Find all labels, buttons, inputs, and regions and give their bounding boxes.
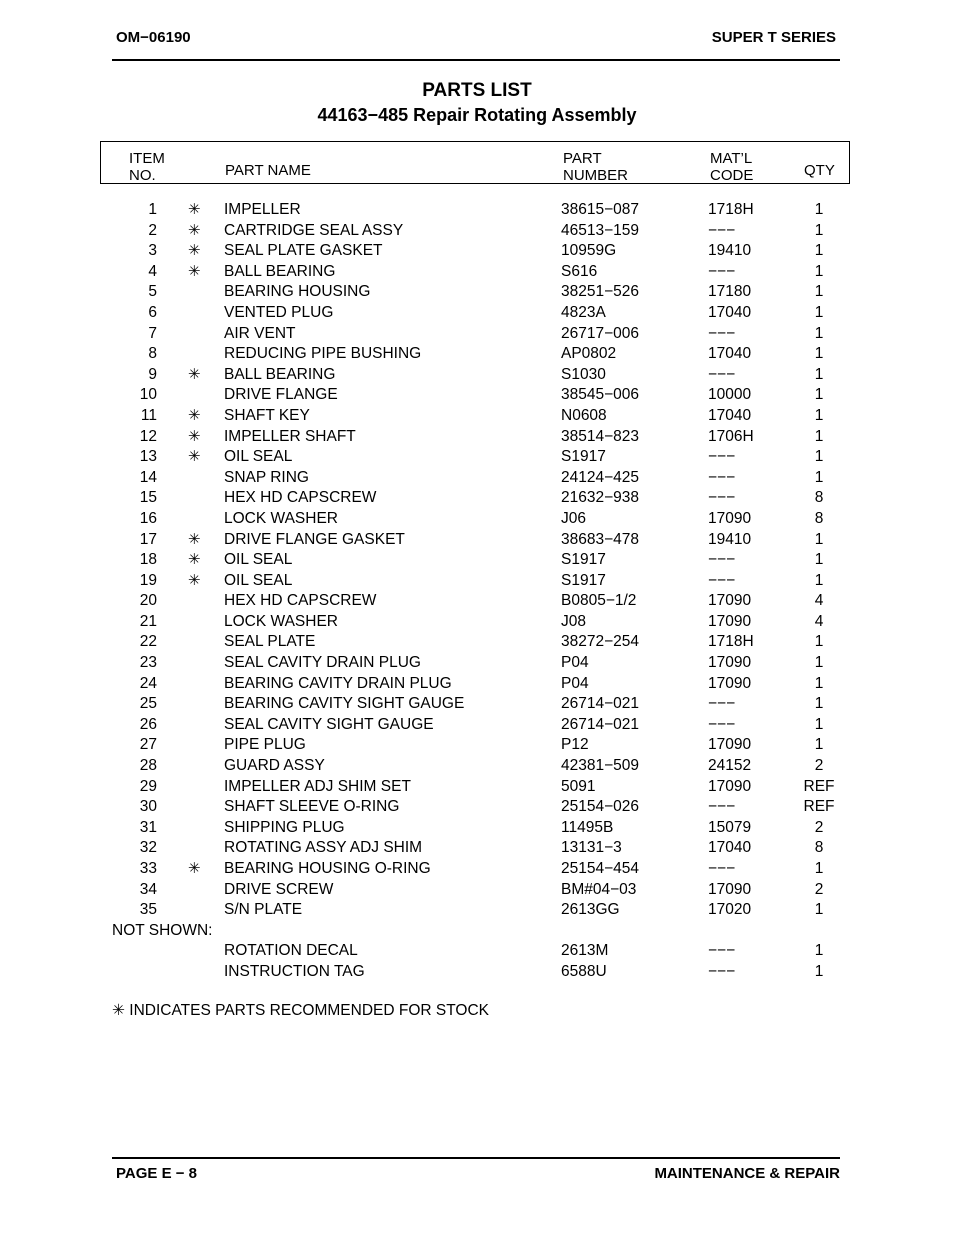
table-row [0,241,954,262]
part-number-cell: 24124−425 [561,468,640,486]
part-name-cell: BEARING CAVITY SIGHT GAUGE [224,695,465,713]
footer-rule [112,1157,840,1159]
document-number: OM−06190 [116,29,191,46]
quantity-cell: 1 [814,386,824,404]
quantity-cell: 1 [814,860,824,877]
item-number-cell: 23 [139,654,157,672]
table-row [0,859,954,880]
part-name-cell: BEARING HOUSING [224,283,371,301]
part-number-cell: B0805−1/2 [561,592,637,610]
column-header-mat-code-line1: MAT’L [710,150,753,167]
material-code-cell: 24152 [708,757,752,775]
table-row [0,612,954,633]
quantity-cell: 8 [814,839,824,857]
quantity-cell: 1 [814,736,824,754]
part-number-cell: BM#04−03 [561,880,637,898]
table-row [0,344,954,365]
part-name-cell: IMPELLER [224,201,301,218]
column-header-part-name: PART NAME [225,162,311,179]
stock-marker-icon: ✳ [188,365,201,383]
part-name-cell: SHAFT KEY [224,406,310,424]
column-header-part-number [563,150,628,184]
part-name-cell: SEAL CAVITY SIGHT GAUGE [224,715,434,733]
part-number-cell: 25154−026 [561,798,640,816]
part-name-cell: SHIPPING PLUG [224,818,345,836]
item-number-cell: 20 [139,592,157,610]
quantity-cell: 1 [814,303,824,321]
part-number-cell: S1917 [561,448,606,466]
column-header-item-line2: NO. [129,167,156,184]
part-name-cell: IMPELLER ADJ SHIM SET [224,777,411,795]
part-name-cell: ROTATING ASSY ADJ SHIM [224,839,423,857]
quantity-cell: 8 [814,489,824,507]
column-header-item-line1: ITEM [129,150,165,167]
material-code-cell: −−− [708,262,736,280]
table-row [0,406,954,427]
part-number-cell: 4823A [561,303,606,321]
material-code-cell: 15079 [708,818,752,836]
part-number-cell: N0608 [561,406,607,424]
column-header-part-number-line2: NUMBER [563,167,629,184]
table-row [0,880,954,901]
part-name-cell: REDUCING PIPE BUSHING [224,345,422,363]
column-header-part-number-line1: PART [563,150,602,167]
item-number-cell: 16 [139,509,157,527]
quantity-cell: 4 [814,612,824,630]
table-row [0,509,954,530]
table-row [0,447,954,468]
table-row [0,591,954,612]
material-code-cell: −−− [708,324,736,342]
material-code-cell: −−− [708,551,736,569]
part-name-cell: IMPELLER SHAFT [224,427,356,445]
quantity-cell: 1 [814,221,824,239]
part-name-cell: INSTRUCTION TAG [224,962,365,980]
part-number-cell: 2613GG [561,901,620,919]
quantity-cell: 1 [814,406,824,424]
part-number-cell: P04 [561,654,589,672]
material-code-cell: 17090 [708,592,752,610]
part-name-cell: OIL SEAL [224,551,293,569]
part-number-cell: S616 [561,262,598,280]
table-row [0,550,954,571]
material-code-cell: 17040 [708,406,752,424]
quantity-cell: 1 [814,674,824,692]
part-number-cell: 42381−509 [561,757,640,775]
part-number-cell: 2613M [561,942,609,960]
quantity-cell: 1 [814,345,824,363]
item-number-cell: 2 [148,221,157,239]
part-name-cell: SEAL PLATE GASKET [224,242,383,260]
item-number-cell: 34 [139,880,157,898]
item-number-cell: 6 [148,303,157,321]
quantity-cell: REF [803,798,835,816]
part-name-cell: AIR VENT [224,324,296,342]
item-number-cell: 15 [139,489,157,507]
quantity-cell: 1 [814,654,824,672]
header-rule [112,59,840,61]
part-number-cell: J08 [561,612,586,630]
stock-marker-icon: ✳ [188,860,201,877]
material-code-cell: 17180 [708,283,752,301]
table-row [0,818,954,839]
table-row [0,962,954,983]
quantity-cell: 2 [814,757,824,775]
material-code-cell: −−− [708,962,736,980]
stock-marker-icon: ✳ [188,406,201,424]
stock-marker-icon: ✳ [188,427,201,445]
material-code-cell: −−− [708,365,736,383]
item-number-cell: 24 [139,674,157,692]
quantity-cell: 2 [814,880,824,898]
part-number-cell: 5091 [561,777,596,795]
part-name-cell: LOCK WASHER [224,612,338,630]
material-code-cell: −−− [708,860,736,877]
table-row [0,427,954,448]
quantity-cell: 1 [814,571,824,589]
material-code-cell: −−− [708,448,736,466]
part-name-cell: BEARING CAVITY DRAIN PLUG [224,674,452,692]
part-name-cell: S/N PLATE [224,901,303,919]
table-row [0,468,954,489]
column-header-mat-code-line2: CODE [710,167,754,184]
material-code-cell: 19410 [708,242,752,260]
part-name-cell: HEX HD CAPSCREW [224,592,377,610]
table-row [0,735,954,756]
table-row [0,777,954,798]
table-row [0,941,954,962]
item-number-cell: 3 [148,242,157,260]
quantity-cell: 1 [814,468,824,486]
stock-marker-icon: ✳ [188,242,201,260]
quantity-cell: 1 [814,715,824,733]
item-number-cell: 11 [140,406,157,424]
table-row [0,530,954,551]
part-number-cell: J06 [561,509,586,527]
material-code-cell: 17090 [708,736,752,754]
material-code-cell: −−− [708,942,736,960]
material-code-cell: −−− [708,489,736,507]
part-number-cell: 25154−454 [561,860,640,877]
part-number-cell: 6588U [561,962,607,980]
item-number-cell: 22 [139,633,157,651]
part-name-cell: ROTATION DECAL [224,942,358,960]
part-name-cell: CARTRIDGE SEAL ASSY [224,221,404,239]
quantity-cell: 1 [814,633,824,651]
part-number-cell: S1917 [561,571,606,589]
part-number-cell: 26714−021 [561,715,640,733]
part-name-cell: BEARING HOUSING O-RING [224,860,431,877]
table-row [0,674,954,695]
item-number-cell: 35 [139,901,157,919]
item-number-cell: 28 [139,757,157,775]
table-row [0,900,954,921]
quantity-cell: 8 [814,509,824,527]
part-name-cell: PIPE PLUG [224,736,306,754]
part-number-cell: AP0802 [561,345,617,363]
item-number-cell: 30 [139,798,157,816]
quantity-cell: 1 [814,530,824,548]
item-number-cell: 27 [139,736,157,754]
stock-marker-icon: ✳ [188,530,201,548]
stock-marker-icon: ✳ [188,448,201,466]
table-row [0,694,954,715]
table-row [0,262,954,283]
section-name: MAINTENANCE & REPAIR [654,1165,840,1182]
part-name-cell: SEAL CAVITY DRAIN PLUG [224,654,421,672]
quantity-cell: 4 [814,592,824,610]
table-row [0,756,954,777]
table-row [0,200,954,221]
stock-marker-icon: ✳ [188,571,201,589]
material-code-cell: 17090 [708,777,752,795]
item-number-cell: 18 [139,551,157,569]
material-code-cell: −−− [708,695,736,713]
not-shown-label: NOT SHOWN: [112,921,213,939]
item-number-cell: 19 [139,571,157,589]
material-code-cell: −−− [708,571,736,589]
part-number-cell: 26714−021 [561,695,640,713]
table-row [0,282,954,303]
quantity-cell: 1 [814,962,824,980]
part-name-cell: SEAL PLATE [224,633,316,651]
quantity-cell: REF [803,777,835,795]
item-number-cell: 1 [148,201,157,218]
item-number-cell: 32 [139,839,157,857]
part-name-cell: LOCK WASHER [224,509,338,527]
material-code-cell: 17090 [708,674,752,692]
part-name-cell: BALL BEARING [224,365,336,383]
page-subtitle: 44163−485 Repair Rotating Assembly [317,105,637,125]
material-code-cell: 1718H [708,201,754,218]
material-code-cell: −−− [708,221,736,239]
item-number-cell: 12 [139,427,157,445]
material-code-cell: 17090 [708,612,752,630]
part-number-cell: 11495B [561,818,614,836]
part-name-cell: DRIVE FLANGE [224,386,338,404]
page-number: PAGE E − 8 [116,1165,198,1182]
part-name-cell: VENTED PLUG [224,303,334,321]
item-number-cell: 5 [148,283,157,301]
item-number-cell: 14 [139,468,157,486]
part-name-cell: OIL SEAL [224,448,293,466]
table-row [0,632,954,653]
table-header [100,141,850,184]
table-row [0,303,954,324]
table-row [0,488,954,509]
stock-marker-icon: ✳ [188,221,201,239]
stock-marker-icon: ✳ [188,201,201,218]
part-name-cell: DRIVE SCREW [224,880,334,898]
part-name-cell: GUARD ASSY [224,757,325,775]
part-name-cell: BALL BEARING [224,262,336,280]
column-header-item-no [129,150,165,184]
part-name-cell: SHAFT SLEEVE O-RING [224,798,400,816]
item-number-cell: 29 [139,777,157,795]
item-number-cell: 10 [139,386,157,404]
item-number-cell: 31 [139,818,157,836]
material-code-cell: 17040 [708,303,752,321]
quantity-cell: 1 [814,242,824,260]
series-name: SUPER T SERIES [711,29,836,46]
part-number-cell: 38272−254 [561,633,640,651]
part-number-cell: S1030 [561,365,606,383]
part-number-cell: 10959G [561,242,617,260]
item-number-cell: 4 [148,262,157,280]
material-code-cell: 17040 [708,345,752,363]
stock-marker-icon: ✳ [188,262,201,280]
material-code-cell: 1706H [708,427,754,445]
quantity-cell: 1 [814,283,824,301]
part-number-cell: 26717−006 [561,324,640,342]
table-row [0,715,954,736]
material-code-cell: −−− [708,798,736,816]
item-number-cell: 9 [148,365,157,383]
part-number-cell: 38683−478 [561,530,640,548]
part-number-cell: 38615−087 [561,201,640,218]
part-name-cell: OIL SEAL [224,571,293,589]
part-number-cell: 46513−159 [561,221,640,239]
table-row [0,797,954,818]
table-row [0,365,954,386]
table-row [0,385,954,406]
not-shown-heading [0,921,954,942]
quantity-cell: 1 [814,448,824,466]
item-number-cell: 8 [148,345,157,363]
quantity-cell: 2 [814,818,824,836]
material-code-cell: 17020 [708,901,752,919]
part-number-cell: 38251−526 [561,283,640,301]
quantity-cell: 1 [814,942,824,960]
item-number-cell: 17 [139,530,157,548]
item-number-cell: 33 [139,860,157,877]
column-header-qty: QTY [804,162,835,179]
part-number-cell: 38514−823 [561,427,640,445]
part-name-cell: DRIVE FLANGE GASKET [224,530,405,548]
part-name-cell: HEX HD CAPSCREW [224,489,377,507]
item-number-cell: 26 [139,715,157,733]
table-row [0,653,954,674]
part-number-cell: 21632−938 [561,489,640,507]
quantity-cell: 1 [814,695,824,713]
part-name-cell: SNAP RING [224,468,309,486]
part-number-cell: P12 [561,736,589,754]
material-code-cell: 17090 [708,654,752,672]
material-code-cell: 17090 [708,880,752,898]
column-header-mat-code [710,150,753,184]
material-code-cell: 19410 [708,530,752,548]
material-code-cell: 17040 [708,839,752,857]
table-row [0,838,954,859]
material-code-cell: 10000 [708,386,752,404]
quantity-cell: 1 [814,365,824,383]
quantity-cell: 1 [814,427,824,445]
material-code-cell: −−− [708,715,736,733]
material-code-cell: 1718H [708,633,754,651]
page-title: PARTS LIST [422,80,532,101]
part-number-cell: 38545−006 [561,386,640,404]
material-code-cell: 17090 [708,509,752,527]
item-number-cell: 21 [139,612,157,630]
quantity-cell: 1 [814,901,824,919]
table-row [0,221,954,242]
stock-marker-icon: ✳ [188,551,201,569]
quantity-cell: 1 [814,324,824,342]
part-number-cell: P04 [561,674,589,692]
item-number-cell: 7 [148,324,157,342]
material-code-cell: −−− [708,468,736,486]
parts-table-body [0,200,954,983]
footnote: ✳ INDICATES PARTS RECOMMENDED FOR STOCK [112,1002,489,1019]
quantity-cell: 1 [814,201,824,218]
part-number-cell: 13131−3 [561,839,622,857]
table-row [0,571,954,592]
table-row [0,324,954,345]
part-number-cell: S1917 [561,551,606,569]
item-number-cell: 25 [139,695,157,713]
quantity-cell: 1 [814,262,824,280]
quantity-cell: 1 [814,551,824,569]
item-number-cell: 13 [139,448,157,466]
